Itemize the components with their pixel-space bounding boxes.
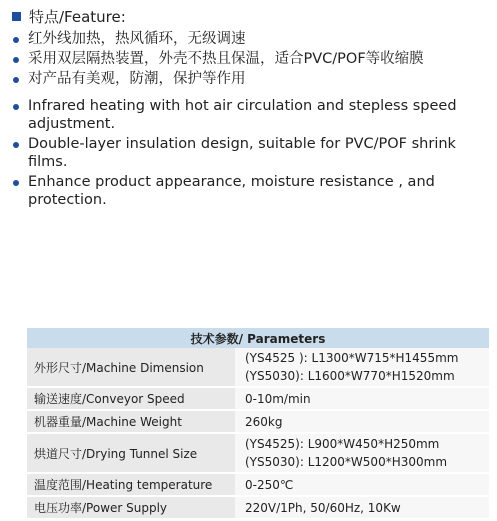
parameters-table: [27, 328, 489, 520]
chinese-feature-list: [12, 31, 490, 91]
bullet-dot-icon: [13, 57, 19, 63]
table-row: [27, 433, 489, 473]
bullet-dot-icon: [13, 37, 19, 43]
square-bullet-icon: [12, 12, 21, 21]
feature-heading: [12, 6, 126, 27]
table-row: [27, 410, 489, 433]
row-value: 220V/1Ph, 50/60Hz, 10Kw: [235, 496, 489, 519]
bullet-dot-icon: [13, 77, 19, 83]
row-value: 0-10m/min: [235, 387, 489, 410]
bullet-dot-icon: [13, 180, 19, 186]
bullet-dot-icon: [13, 104, 19, 110]
list-item: 对产品有美观，防潮，保护等作用: [12, 71, 490, 88]
table-header: 技术参数/ Parameters: [27, 328, 489, 348]
table-row: [27, 387, 489, 410]
feature-title: 特点/Feature:: [29, 8, 126, 26]
table-row: [27, 496, 489, 519]
list-item: Infrared heating with hot air circulation and stepless speed adjustment.: [12, 98, 490, 133]
english-feature-list: [12, 98, 490, 212]
table-header-row: [27, 328, 489, 348]
list-item: 红外线加热，热风循环，无级调速: [12, 31, 490, 48]
row-value: (YS4525): L900*W450*H250mm (YS5030): L1200*W500*H300mm: [235, 433, 489, 473]
row-label: 机器重量/Machine Weight: [27, 410, 235, 433]
bullet-dot-icon: [13, 142, 19, 148]
row-value: 260kg: [235, 410, 489, 433]
table-row: [27, 473, 489, 496]
row-label: 烘道尺寸/Drying Tunnel Size: [27, 433, 235, 473]
row-value: (YS4525 ): L1300*W715*H1455mm (YS5030): L1600*W770*H1520mm: [235, 348, 489, 387]
table-row: [27, 348, 489, 387]
row-label: 温度范围/Heating temperature: [27, 473, 235, 496]
list-item: Double-layer insulation design, suitable for PVC/POF shrink films.: [12, 136, 490, 171]
row-value: 0-250℃: [235, 473, 489, 496]
list-item: Enhance product appearance, moisture resistance , and protection.: [12, 174, 490, 209]
row-label: 输送速度/Conveyor Speed: [27, 387, 235, 410]
row-label: 电压功率/Power Supply: [27, 496, 235, 519]
row-label: 外形尺寸/Machine Dimension: [27, 348, 235, 387]
list-item: 采用双层隔热装置，外壳不热且保温，适合PVC/POF等收缩膜: [12, 51, 490, 68]
